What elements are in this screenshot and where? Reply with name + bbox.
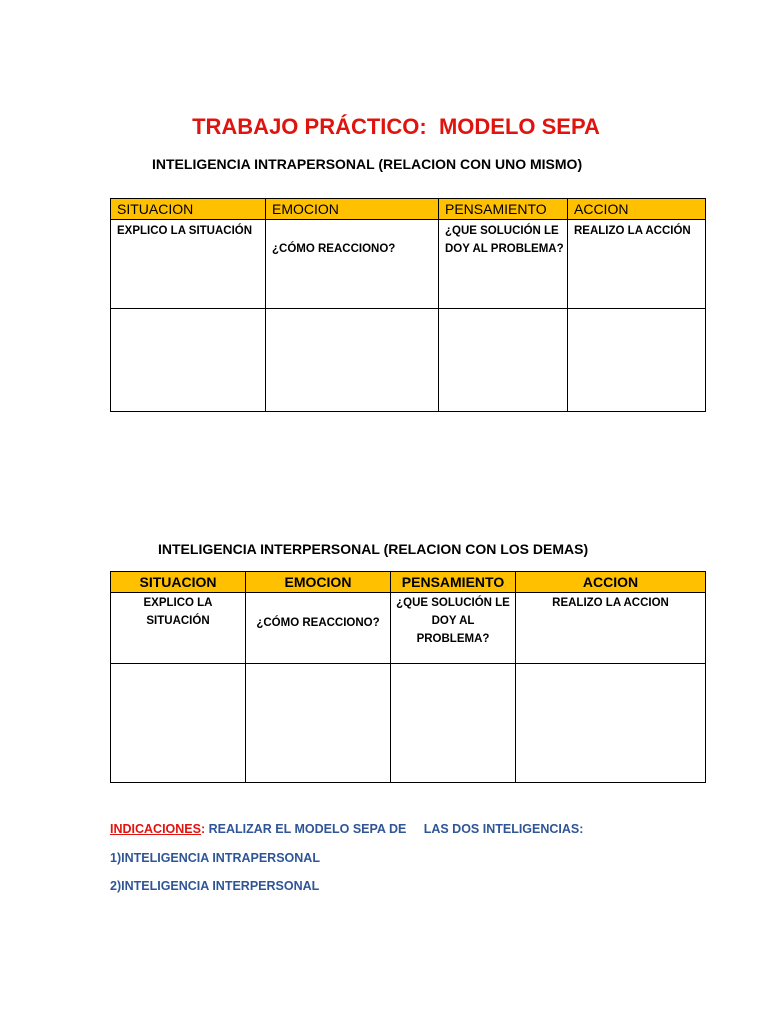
table-cell — [391, 593, 516, 664]
table-cell — [111, 593, 246, 664]
header-emocion: EMOCION — [246, 572, 391, 593]
empty-cell[interactable] — [568, 309, 706, 412]
table-cell — [439, 220, 568, 309]
header-accion: ACCION — [516, 572, 706, 593]
header-accion: ACCION — [568, 199, 706, 220]
table-cell — [111, 220, 266, 309]
indication-item-2: 2)INTELIGENCIA INTERPERSONAL — [110, 879, 320, 893]
empty-cell[interactable] — [266, 309, 439, 412]
cell-situacion: EXPLICO LA SITUACIÓN — [117, 225, 253, 237]
table-cell — [266, 220, 439, 309]
table-row — [111, 220, 706, 309]
table-cell — [568, 220, 706, 309]
indications-text: REALIZAR EL MODELO SEPA DE LAS DOS INTELIGENCIAS: — [205, 822, 584, 836]
table-cell — [516, 593, 706, 664]
table-header-row — [111, 572, 706, 593]
indications-colon: : — [200, 822, 206, 836]
section-heading-intrapersonal: INTELIGENCIA INTRAPERSONAL (RELACION CON UNO MISMO) — [152, 156, 583, 172]
empty-cell[interactable] — [111, 664, 246, 783]
header-situacion: SITUACION — [111, 199, 266, 220]
cell-accion: REALIZO LA ACCIÓN — [574, 225, 691, 237]
cell-situacion: EXPLICO LA SITUACIÓN — [143, 597, 213, 627]
table-row-empty — [111, 309, 706, 412]
section-heading-interpersonal: INTELIGENCIA INTERPERSONAL (RELACION CON LOS DEMAS) — [158, 541, 589, 557]
document-title: TRABAJO PRÁCTICO: MODELO SEPA — [192, 114, 600, 139]
header-pensamiento: PENSAMIENTO — [391, 572, 516, 593]
indications-line — [110, 822, 583, 836]
header-pensamiento: PENSAMIENTO — [439, 199, 568, 220]
empty-cell[interactable] — [111, 309, 266, 412]
empty-cell[interactable] — [516, 664, 706, 783]
sepa-table-intrapersonal — [110, 198, 706, 412]
table-cell — [246, 593, 391, 664]
empty-cell[interactable] — [391, 664, 516, 783]
indications-label: INDICACIONES — [110, 822, 201, 836]
header-situacion: SITUACION — [111, 572, 246, 593]
sepa-table-interpersonal — [110, 571, 706, 783]
empty-cell[interactable] — [246, 664, 391, 783]
indication-item-1: 1)INTELIGENCIA INTRAPERSONAL — [110, 851, 320, 865]
cell-emocion: ¿CÓMO REACCIONO? — [272, 243, 396, 255]
cell-accion: REALIZO LA ACCION — [552, 597, 669, 609]
cell-emocion: ¿CÓMO REACCIONO? — [256, 617, 380, 629]
cell-pensamiento: ¿QUE SOLUCIÓN LE DOY AL PROBLEMA? — [445, 225, 564, 255]
table-row — [111, 593, 706, 664]
empty-cell[interactable] — [439, 309, 568, 412]
table-header-row — [111, 199, 706, 220]
table-row-empty — [111, 664, 706, 783]
header-emocion: EMOCION — [266, 199, 439, 220]
cell-pensamiento: ¿QUE SOLUCIÓN LE DOY AL PROBLEMA? — [396, 597, 510, 645]
